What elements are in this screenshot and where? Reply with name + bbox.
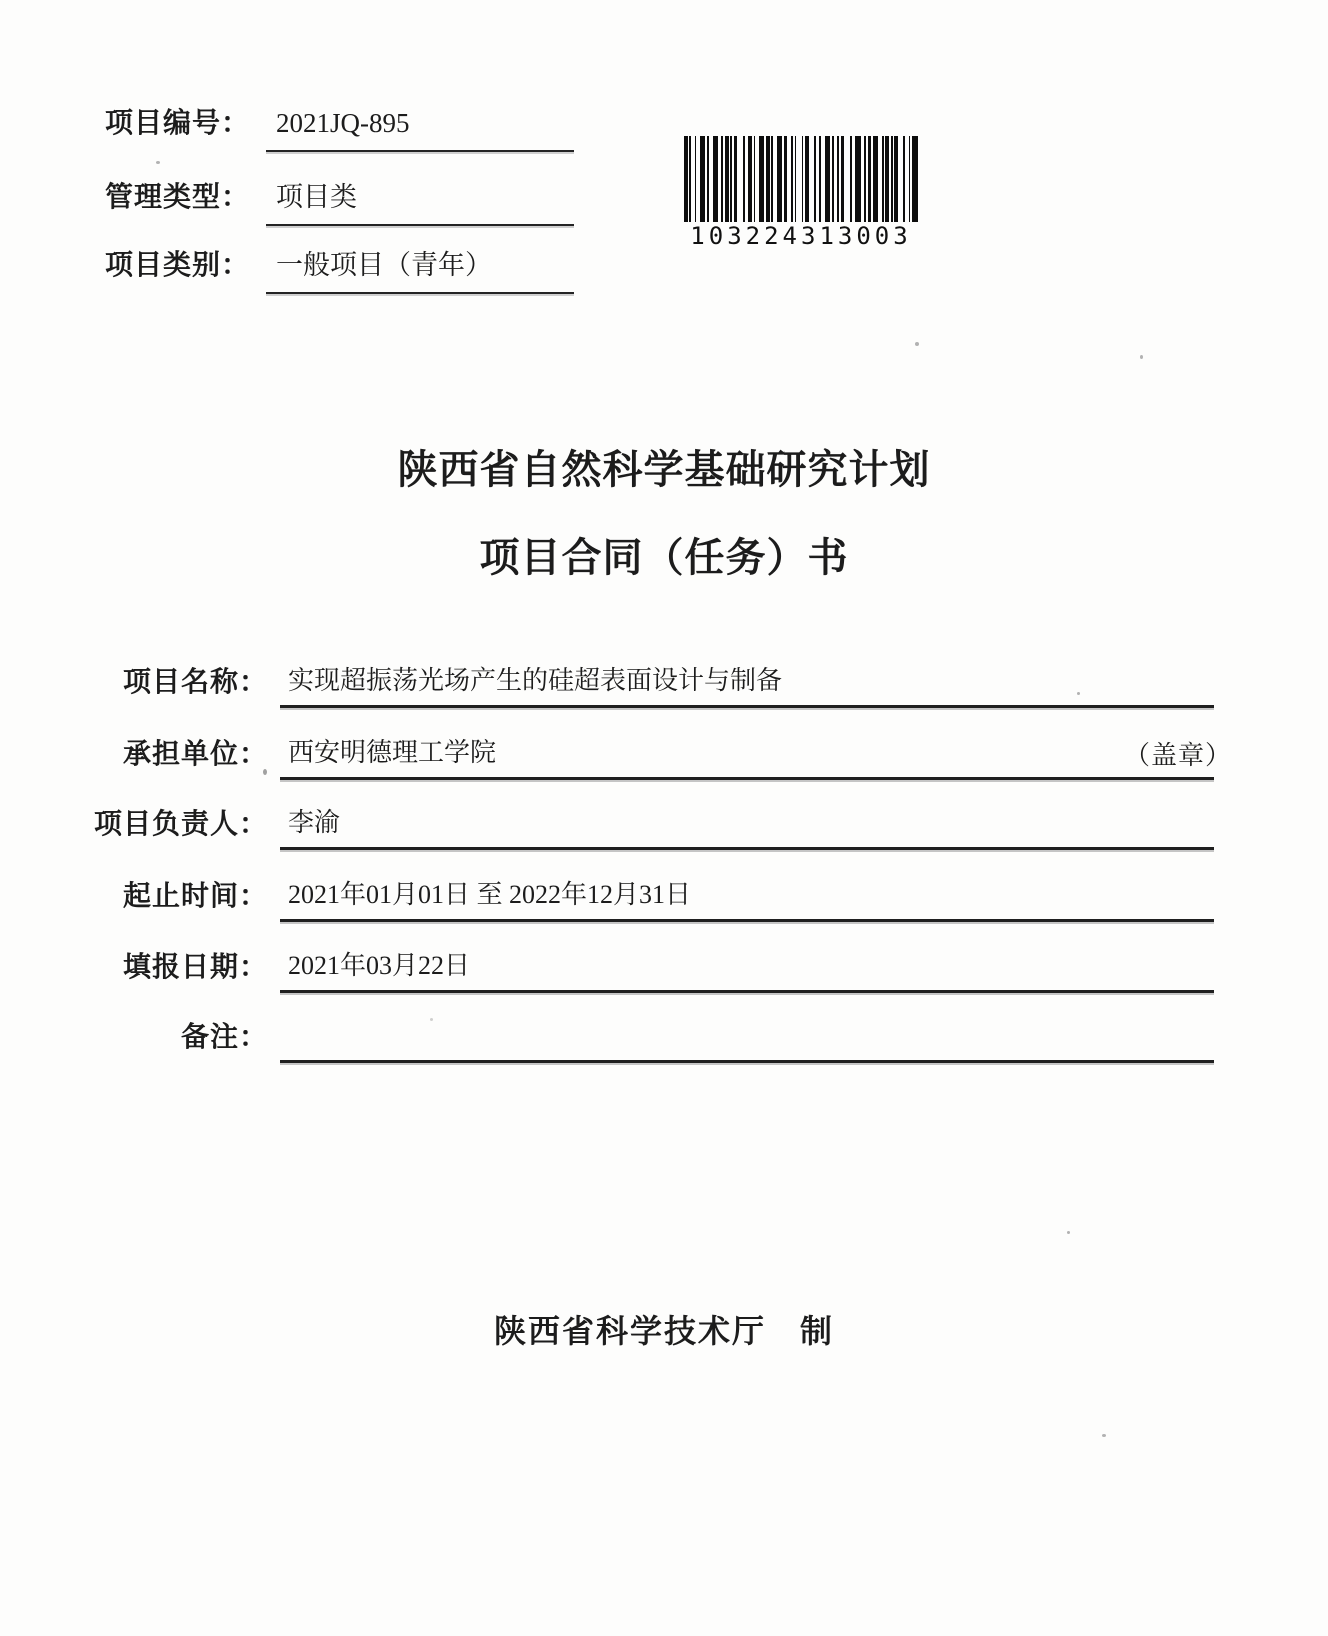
project-number-label: 项目编号： <box>105 107 251 138</box>
scan-speckle <box>156 161 160 164</box>
scan-speckle <box>1102 1434 1106 1437</box>
barcode <box>684 136 918 250</box>
form-row-undertaking-unit <box>0 730 1232 780</box>
fill-date-label: 填报日期： <box>122 951 268 982</box>
meta-row-management-type <box>105 180 574 226</box>
issuing-authority-footer: 陕西省科学技术厅 制 <box>493 1313 834 1349</box>
scan-speckle <box>1067 1231 1070 1234</box>
barcode-digits: 103224313003 <box>690 222 912 250</box>
scan-speckle <box>430 1018 433 1021</box>
project-leader-label: 项目负责人： <box>93 808 268 839</box>
scan-speckle <box>1077 692 1080 695</box>
management-type-value: 项目类 <box>266 180 574 226</box>
project-leader-value: 李渝 <box>280 807 1214 850</box>
undertaking-unit-value: 西安明德理工学院 <box>280 737 1214 780</box>
form-row-project-name <box>0 658 1214 708</box>
form-row-project-leader <box>0 800 1214 850</box>
project-name-label: 项目名称： <box>122 666 268 697</box>
management-type-label: 管理类型： <box>105 181 251 212</box>
barcode-bars <box>684 136 918 222</box>
document-title-line1: 陕西省自然科学基础研究计划 <box>397 448 931 492</box>
fill-date-value: 2021年03月22日 <box>280 950 1214 993</box>
document-title-line2: 项目合同（任务）书 <box>479 536 849 580</box>
meta-row-project-category <box>105 248 574 294</box>
scan-speckle <box>1140 355 1143 359</box>
duration-value: 2021年01月01日 至 2022年12月31日 <box>280 879 1214 922</box>
form-row-duration <box>0 872 1214 922</box>
project-number-value: 2021JQ-895 <box>266 106 574 152</box>
scan-speckle <box>915 342 919 346</box>
scan-speckle <box>263 769 267 775</box>
undertaking-unit-label: 承担单位： <box>122 738 268 769</box>
seal-stamp-label: （盖章） <box>1123 741 1232 770</box>
duration-label: 起止时间： <box>122 880 268 911</box>
project-category-value: 一般项目（青年） <box>266 248 574 294</box>
form-row-fill-date <box>0 943 1214 993</box>
project-name-value: 实现超振荡光场产生的硅超表面设计与制备 <box>280 665 1214 708</box>
meta-row-project-number <box>105 106 574 152</box>
form-row-remarks <box>0 1013 1214 1063</box>
project-category-label: 项目类别： <box>105 249 251 280</box>
remarks-value <box>280 1023 1214 1063</box>
remarks-label: 备注： <box>180 1021 268 1052</box>
